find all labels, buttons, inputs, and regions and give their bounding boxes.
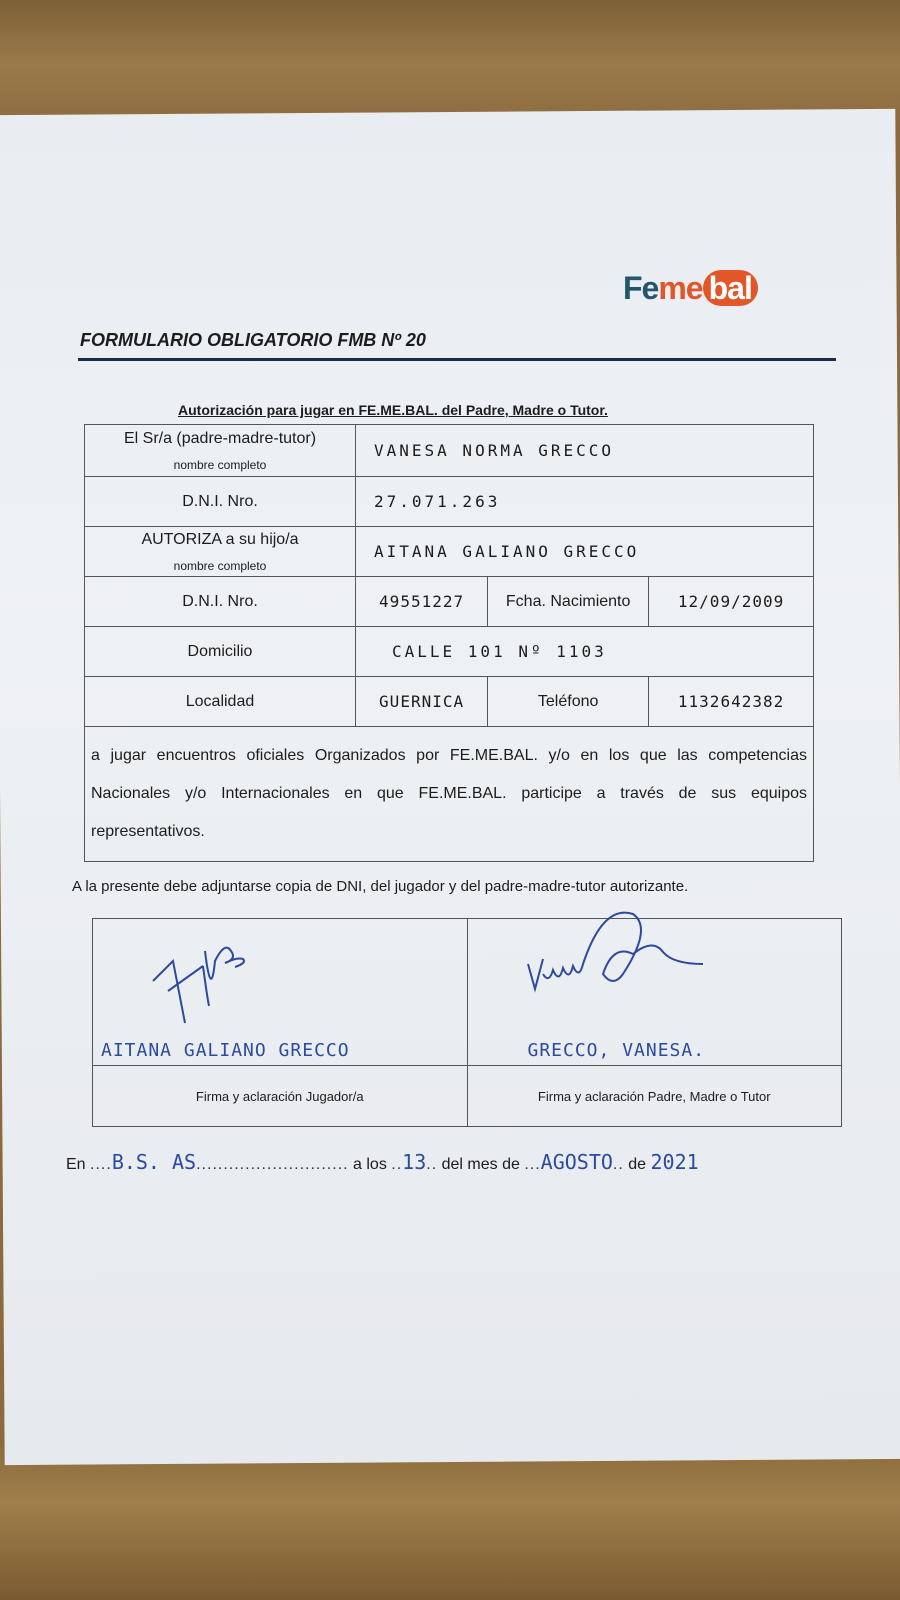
telefono-label: Teléfono (488, 677, 649, 727)
child-dni-label: D.N.I. Nro. (85, 577, 356, 627)
femebal-logo: Feme bal (623, 270, 758, 307)
de-label: de (628, 1156, 647, 1173)
domicilio-row (85, 627, 814, 677)
day-value[interactable]: 13 (402, 1150, 427, 1174)
player-printed-name: AITANA GALIANO GRECCO (101, 1040, 350, 1061)
tutor-name-label: El Sr/a (padre-madre-tutor) nombre completo (85, 425, 356, 477)
child-dni-value[interactable]: 49551227 (356, 577, 488, 627)
authorization-text-row (85, 727, 814, 862)
birth-date-value[interactable]: 12/09/2009 (649, 577, 814, 627)
month-value[interactable]: AGOSTO (540, 1150, 613, 1174)
child-name-row (85, 527, 814, 577)
domicilio-value[interactable]: CALLE 101 Nº 1103 (356, 627, 814, 677)
domicilio-label: Domicilio (85, 627, 356, 677)
form-subtitle: Autorización para jugar en FE.ME.BAL. del Padre, Madre o Tutor. (178, 402, 608, 418)
birth-date-label: Fcha. Nacimiento (488, 577, 649, 627)
authorization-paragraph: a jugar encuentros oficiales Organizados por FE.ME.BAL. y/o en los que las competencias Nacionales y/o Internacionales en que FE.ME.BAL. participe a través de sus equipos representativos. (85, 727, 814, 862)
child-dni-row (85, 577, 814, 627)
player-signature (143, 931, 253, 1031)
localidad-value[interactable]: GUERNICA (356, 677, 488, 727)
localidad-label: Localidad (85, 677, 356, 727)
telefono-value[interactable]: 1132642382 (649, 677, 814, 727)
tutor-dni-row (85, 477, 814, 527)
title-divider (78, 358, 836, 361)
child-name-value[interactable]: AITANA GALIANO GRECCO (356, 527, 814, 577)
tutor-signature-box[interactable] (467, 919, 842, 1066)
form-title: FORMULARIO OBLIGATORIO FMB Nº 20 (80, 330, 426, 350)
child-name-label: AUTORIZA a su hijo/a nombre completo (85, 527, 356, 577)
player-signature-caption: Firma y aclaración Jugador/a (93, 1066, 468, 1127)
tutor-signature-caption: Firma y aclaración Padre, Madre o Tutor (467, 1066, 842, 1127)
authorization-table (84, 424, 814, 862)
tutor-signature (523, 909, 723, 1029)
tutor-dni-label: D.N.I. Nro. (85, 477, 356, 527)
localidad-row (85, 677, 814, 727)
year-value[interactable]: 2021 (650, 1150, 699, 1174)
a-los-label: a los (353, 1156, 387, 1173)
player-signature-box[interactable] (93, 919, 468, 1066)
place-date-line: En ....B.S. AS............................ a los ..13.. del mes de ...AGOSTO.. de 2021 (66, 1150, 699, 1174)
del-mes-label: del mes de (441, 1156, 520, 1173)
tutor-name-value[interactable]: VANESA NORMA GRECCO (356, 425, 814, 477)
place-value[interactable]: B.S. AS (111, 1150, 197, 1174)
tutor-printed-name: GRECCO, VANESA. (527, 1040, 706, 1061)
signature-table (92, 918, 842, 1127)
tutor-name-row (85, 425, 814, 477)
attachment-note: A la presente debe adjuntarse copia de DNI, del jugador y del padre-madre-tutor autorizante. (72, 878, 689, 895)
en-label: En (66, 1156, 86, 1173)
tutor-dni-value[interactable]: 27.071.263 (356, 477, 814, 527)
